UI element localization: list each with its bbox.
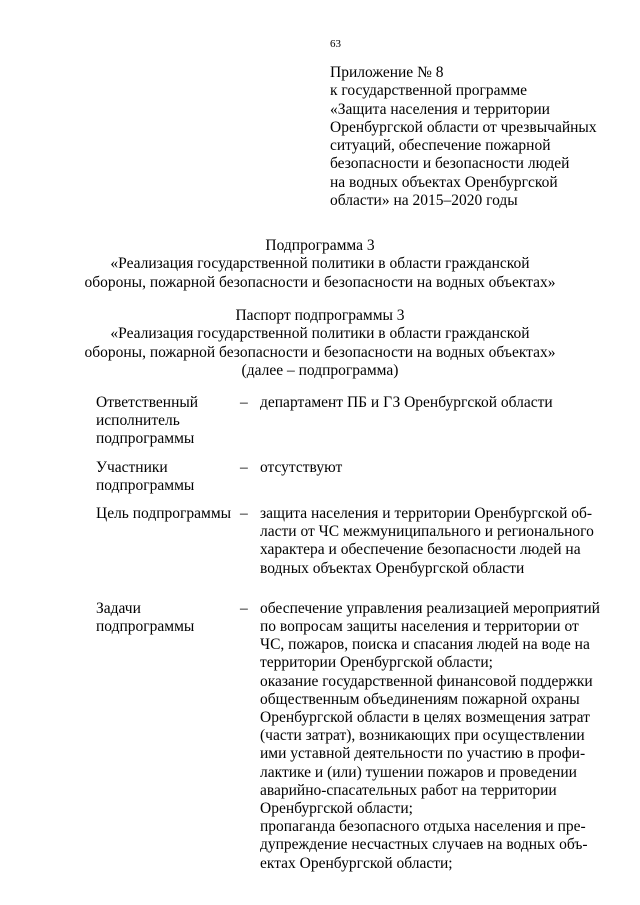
row-label-line: Ответственный <box>96 394 199 411</box>
row-value <box>260 459 596 477</box>
row-label <box>96 459 236 495</box>
row-value-line: характера и обеспечение безопасности людей на <box>260 541 581 559</box>
row-value-line: общественным объединениям пожарной охраны <box>260 690 580 708</box>
row-value-line: департамент ПБ и ГЗ Оренбургской области <box>260 394 553 411</box>
row-label-line: исполнитель <box>96 412 180 430</box>
row-value-line: ласти от ЧС межмуниципального и регионального <box>260 523 594 541</box>
passport-row-participants <box>96 459 596 495</box>
row-label <box>96 600 236 636</box>
appendix-line: на водных объектах Оренбургской <box>330 173 558 191</box>
row-dash: – <box>240 458 248 476</box>
row-label-line: Цель подпрограммы <box>96 505 232 523</box>
subprogram-title <box>60 237 580 292</box>
appendix-line: «Защита населения и территории <box>330 100 550 118</box>
appendix-line: безопасности и безопасности людей <box>330 155 570 173</box>
row-value-line: ектах Оренбургской области; <box>260 854 453 872</box>
row-value <box>260 394 596 412</box>
row-label-line: подпрограммы <box>96 618 195 636</box>
passport-title-line: Паспорт подпрограммы 3 <box>235 307 405 324</box>
row-value-line: обеспечение управления реализацией мероприятий <box>260 599 600 617</box>
row-value-line: Оренбургской области в целях возмещения затрат <box>260 709 590 727</box>
passport-table <box>96 394 600 873</box>
row-value-line: водных объектах Оренбургской области <box>260 559 525 577</box>
row-value-line: пропаганда безопасного отдыха населения и пре- <box>260 818 586 836</box>
appendix-line: Приложение № 8 <box>330 64 444 81</box>
row-value-line: защита населения и территории Оренбургской об- <box>260 505 593 523</box>
row-value <box>260 505 596 578</box>
row-value <box>260 600 600 873</box>
appendix-header <box>330 64 620 210</box>
row-value-line: лактике и (или) тушении пожаров и проведении <box>260 763 577 781</box>
row-label-line: Задачи <box>96 599 141 617</box>
subprogram-title-line: Подпрограмма 3 <box>265 237 375 254</box>
subprogram-title-line: обороны, пожарной безопасности и безопасности на водных объектах» <box>84 273 556 291</box>
row-value-line: дупреждение несчастных случаев на водных объ- <box>260 836 588 854</box>
row-value-line: ими уставной деятельности по участию в профи- <box>260 745 586 763</box>
appendix-line: ситуаций, обеспечение пожарной <box>330 137 551 155</box>
passport-row-responsible <box>96 394 596 449</box>
row-value-line: по вопросам защиты населения и территории от <box>260 618 579 636</box>
passport-row-tasks <box>96 599 600 873</box>
row-dash: – <box>240 394 248 411</box>
row-value-line: (части затрат), возникающих при осуществлении <box>260 727 585 745</box>
row-value-line: оказание государственной финансовой поддержки <box>260 672 593 690</box>
row-value-line: ЧС, пожаров, поиска и спасания людей на воде на <box>260 636 590 654</box>
passport-row-goal <box>96 505 596 578</box>
row-dash: – <box>240 505 248 523</box>
row-label-line: Участники <box>96 458 168 476</box>
row-label <box>96 394 236 449</box>
row-value-line: отсутствуют <box>260 458 343 476</box>
appendix-line: области» на 2015–2020 годы <box>330 192 518 210</box>
appendix-line: Оренбургской области от чрезвычайных <box>330 118 597 136</box>
row-label-line: подпрограммы <box>96 476 195 494</box>
appendix-line: к государственной программе <box>330 82 528 100</box>
row-value-line: аварийно-спасательных работ на территории <box>260 781 557 799</box>
row-value-line: территории Оренбургской области; <box>260 654 493 672</box>
passport-title-line: (далее – подпрограмма) <box>241 361 399 379</box>
passport-title <box>60 307 580 380</box>
subprogram-title-line: «Реализация государственной политики в области гражданской <box>110 255 530 273</box>
row-label <box>96 505 236 523</box>
passport-title-line: «Реализация государственной политики в области гражданской <box>110 325 530 343</box>
row-value-line: Оренбургской области; <box>260 800 413 818</box>
passport-title-line: обороны, пожарной безопасности и безопасности на водных объектах» <box>84 343 556 361</box>
row-label-line: подпрограммы <box>96 430 195 448</box>
page-number: 63 <box>330 38 341 50</box>
row-dash: – <box>240 599 248 617</box>
